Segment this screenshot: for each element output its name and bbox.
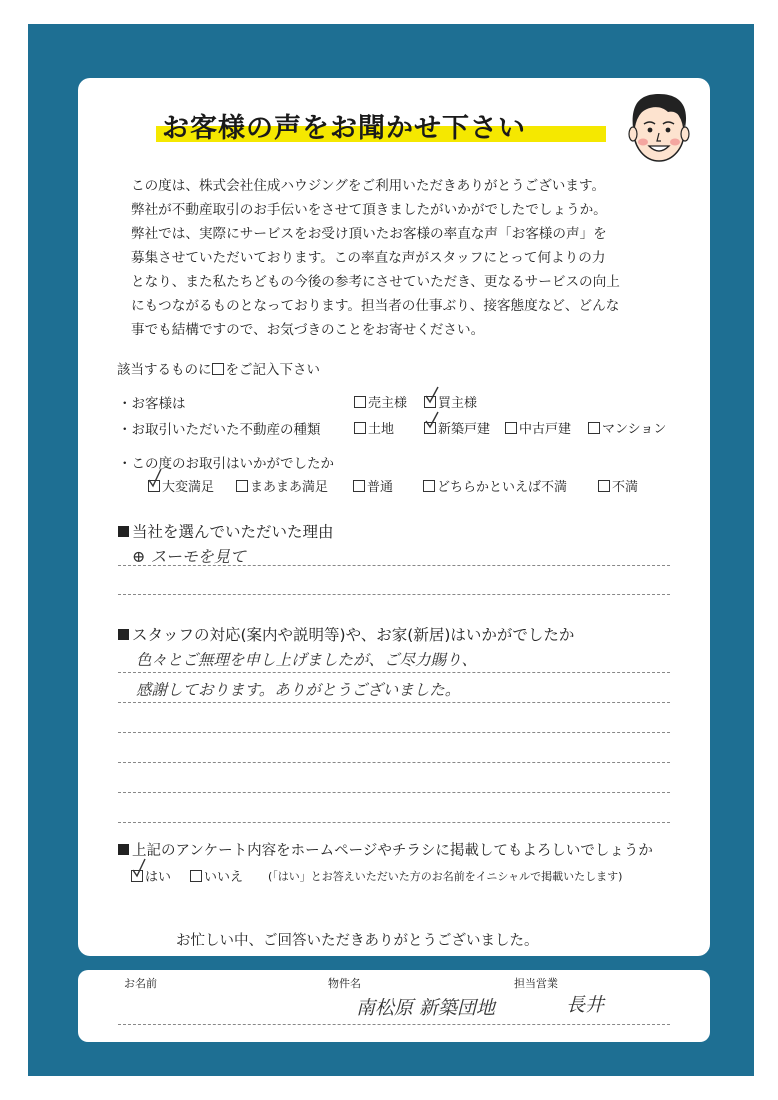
option-seller[interactable]: 売主様: [354, 392, 407, 411]
satisfaction-label: ・この度のお取引はいかがでしたか: [118, 456, 334, 472]
option-somewhat-dissatisfied[interactable]: どちらかといえば不満: [423, 476, 567, 495]
intro-line: 弊社が不動産取引のお手伝いをさせて頂きましたがいかがでしたでしょうか。: [131, 202, 607, 218]
option-new-house[interactable]: 新築戸建: [424, 418, 490, 437]
intro-paragraph: [131, 174, 620, 342]
answer-line: [118, 565, 670, 566]
option-land[interactable]: 土地: [354, 418, 394, 437]
checkbox-icon[interactable]: [588, 422, 600, 434]
publish-note: (「はい」とお答えいただいた方のお名前をイニシャルで掲載いたします): [268, 870, 623, 883]
checkbox-icon[interactable]: [354, 396, 366, 408]
property-type-label: ・お取引いただいた不動産の種類: [118, 422, 321, 438]
option-neutral[interactable]: 普通: [353, 476, 393, 495]
intro-line: この度は、株式会社住成ハウジングをご利用いただきありがとうございます。: [131, 178, 606, 194]
checkbox-icon[interactable]: [598, 480, 610, 492]
instruction-text: をご記入下さい: [225, 362, 320, 378]
publish-header: 上記のアンケート内容をホームページやチラシに掲載してもよろしいでしょうか: [118, 839, 653, 860]
option-publish-yes[interactable]: はい: [131, 866, 171, 885]
staff-answer-line-1: 色々とご無理を申し上げましたが、ご尽力賜り、: [136, 651, 478, 669]
intro-line: となり、また私たちどもの今後の参考にさせていただき、更なるサービスの向上: [131, 274, 620, 290]
intro-line: にもつながるものとなっております。担当者の仕事ぶり、接客態度など、どんな: [131, 298, 620, 314]
option-publish-no[interactable]: いいえ: [190, 866, 243, 885]
customer-type-label: ・お客様は: [118, 396, 186, 412]
checkbox-icon[interactable]: [423, 480, 435, 492]
checkbox-icon[interactable]: [354, 422, 366, 434]
intro-line: 弊社では、実際にサービスをお受け頂いたお客様の率直な声「お客様の声」を: [131, 226, 607, 242]
answer-line: [118, 792, 670, 793]
checkbox-icon[interactable]: [190, 870, 202, 882]
answer-line: [118, 822, 670, 823]
option-apartment[interactable]: マンション: [588, 418, 666, 437]
checkmark-icon: [131, 858, 147, 878]
smiling-man-face-icon: [624, 90, 694, 165]
option-very-satisfied[interactable]: 大変満足: [148, 476, 214, 495]
answer-line: [118, 762, 670, 763]
staff-label: 担当営業: [514, 977, 558, 990]
checkbox-icon[interactable]: [505, 422, 517, 434]
check-instruction: [117, 358, 320, 378]
checkbox-icon[interactable]: [236, 480, 248, 492]
option-used-house[interactable]: 中古戸建: [505, 418, 571, 437]
reason-header: 当社を選んでいただいた理由: [118, 520, 334, 542]
intro-line: 募集させていただいております。この率直な声がスタッフにとって何よりの力: [131, 250, 606, 266]
black-square-bullet-icon: [118, 629, 129, 640]
name-label: お名前: [124, 977, 157, 990]
staff-answer-line-2: 感謝しております。ありがとうございました。: [136, 681, 461, 699]
instruction-text: 該当するものに: [117, 362, 212, 378]
option-buyer[interactable]: 買主様: [424, 392, 477, 411]
option-dissatisfied[interactable]: 不満: [598, 476, 638, 495]
footer-line: [118, 1024, 670, 1025]
page-title: お客様の声をお聞かせ下さい: [162, 113, 526, 144]
checkmark-icon: [424, 411, 440, 429]
answer-line: [118, 672, 670, 673]
thanks-message: お忙しい中、ご回答いただきありがとうございました。: [176, 933, 539, 949]
answer-line: [118, 594, 670, 595]
answer-line: [118, 702, 670, 703]
intro-line: 事でも結構ですので、お気づきのことをお寄せください。: [131, 322, 485, 338]
answer-line: [118, 732, 670, 733]
property-label: 物件名: [328, 977, 361, 990]
staff-header: スタッフの対応(案内や説明等)や、お家(新居)はいかがでしたか: [118, 623, 574, 645]
black-square-bullet-icon: [118, 526, 129, 537]
option-fairly-satisfied[interactable]: まあまあ満足: [236, 476, 328, 495]
black-square-bullet-icon: [118, 844, 129, 855]
reason-answer: ⊕ スーモを見て: [132, 547, 246, 566]
checkmark-icon: [147, 468, 163, 488]
checkbox-icon: [212, 363, 224, 375]
property-name-value: 南松原 新築団地: [356, 997, 496, 1019]
staff-name-value: 長井: [566, 994, 605, 1016]
checkmark-icon: [424, 386, 440, 404]
checkbox-icon[interactable]: [353, 480, 365, 492]
